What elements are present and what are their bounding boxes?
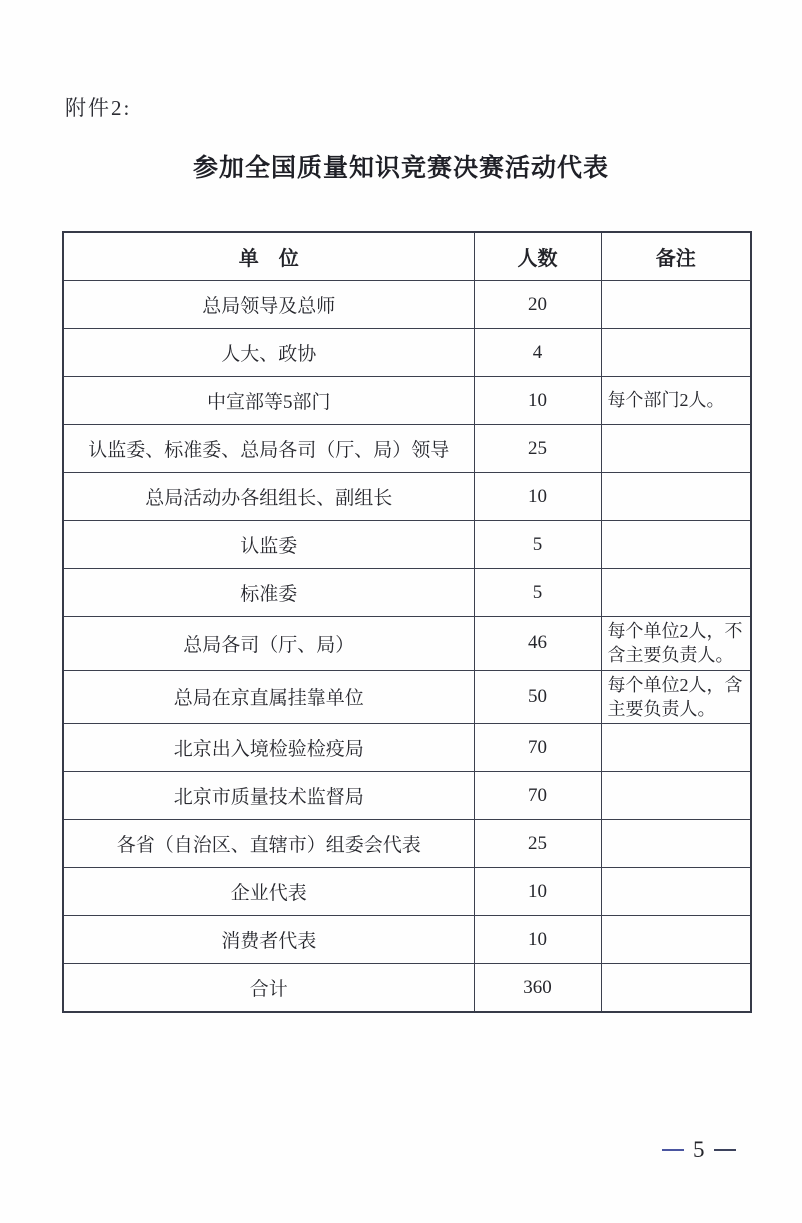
count-cell: 20 bbox=[474, 281, 601, 329]
unit-cell: 人大、政协 bbox=[63, 329, 474, 377]
count-cell: 4 bbox=[474, 329, 601, 377]
remark-cell: 每个单位2人，不含主要负责人。 bbox=[601, 617, 751, 671]
header-remark: 备注 bbox=[601, 232, 751, 281]
count-cell: 5 bbox=[474, 521, 601, 569]
count-cell: 10 bbox=[474, 473, 601, 521]
unit-cell: 总局在京直属挂靠单位 bbox=[63, 670, 474, 724]
remark-cell bbox=[601, 820, 751, 868]
remark-cell bbox=[601, 868, 751, 916]
unit-cell: 中宣部等5部门 bbox=[63, 377, 474, 425]
unit-cell: 总局活动办各组组长、副组长 bbox=[63, 473, 474, 521]
count-cell: 10 bbox=[474, 377, 601, 425]
unit-cell: 各省（自治区、直辖市）组委会代表 bbox=[63, 820, 474, 868]
table-row bbox=[63, 473, 751, 521]
unit-cell: 合计 bbox=[63, 964, 474, 1013]
remark-cell bbox=[601, 281, 751, 329]
table-row bbox=[63, 329, 751, 377]
unit-cell: 总局领导及总师 bbox=[63, 281, 474, 329]
unit-cell: 标准委 bbox=[63, 569, 474, 617]
table-row bbox=[63, 281, 751, 329]
remark-cell: 每个部门2人。 bbox=[601, 377, 751, 425]
unit-cell: 认监委 bbox=[63, 521, 474, 569]
remark-cell bbox=[601, 916, 751, 964]
attachment-label: 附件2: bbox=[65, 96, 132, 120]
header-unit: 单 位 bbox=[63, 232, 474, 281]
table-row bbox=[63, 724, 751, 772]
unit-cell: 北京市质量技术监督局 bbox=[63, 772, 474, 820]
page-number-dash-right bbox=[714, 1149, 736, 1151]
table-row bbox=[63, 868, 751, 916]
page-number bbox=[662, 1138, 762, 1161]
table-header-row bbox=[63, 232, 751, 281]
remark-cell bbox=[601, 772, 751, 820]
count-cell: 10 bbox=[474, 916, 601, 964]
remark-cell: 每个单位2人，含主要负责人。 bbox=[601, 670, 751, 724]
count-cell: 70 bbox=[474, 724, 601, 772]
count-cell: 25 bbox=[474, 820, 601, 868]
remark-cell bbox=[601, 329, 751, 377]
count-cell: 70 bbox=[474, 772, 601, 820]
unit-cell: 认监委、标准委、总局各司（厅、局）领导 bbox=[63, 425, 474, 473]
remark-cell bbox=[601, 425, 751, 473]
count-cell: 46 bbox=[474, 617, 601, 671]
page-number-dash-left bbox=[662, 1149, 684, 1151]
unit-cell: 总局各司（厅、局） bbox=[63, 617, 474, 671]
table-row bbox=[63, 521, 751, 569]
unit-cell: 消费者代表 bbox=[63, 916, 474, 964]
representatives-table bbox=[62, 231, 752, 1013]
remark-cell bbox=[601, 521, 751, 569]
remark-cell bbox=[601, 569, 751, 617]
table-row-total bbox=[63, 964, 751, 1013]
table-row bbox=[63, 916, 751, 964]
unit-cell: 北京出入境检验检疫局 bbox=[63, 724, 474, 772]
table-row bbox=[63, 425, 751, 473]
document-title: 参加全国质量知识竞赛决赛活动代表 bbox=[192, 154, 609, 182]
table-row bbox=[63, 820, 751, 868]
remark-cell bbox=[601, 473, 751, 521]
header-count: 人数 bbox=[474, 232, 601, 281]
remark-cell bbox=[601, 964, 751, 1013]
remark-cell bbox=[601, 724, 751, 772]
page-number-value: 5 bbox=[693, 1137, 705, 1162]
table-row bbox=[63, 772, 751, 820]
table-row bbox=[63, 569, 751, 617]
count-cell: 360 bbox=[474, 964, 601, 1013]
count-cell: 25 bbox=[474, 425, 601, 473]
unit-cell: 企业代表 bbox=[63, 868, 474, 916]
count-cell: 5 bbox=[474, 569, 601, 617]
count-cell: 50 bbox=[474, 670, 601, 724]
count-cell: 10 bbox=[474, 868, 601, 916]
table-row bbox=[63, 617, 751, 671]
table-row bbox=[63, 670, 751, 724]
table-row bbox=[63, 377, 751, 425]
